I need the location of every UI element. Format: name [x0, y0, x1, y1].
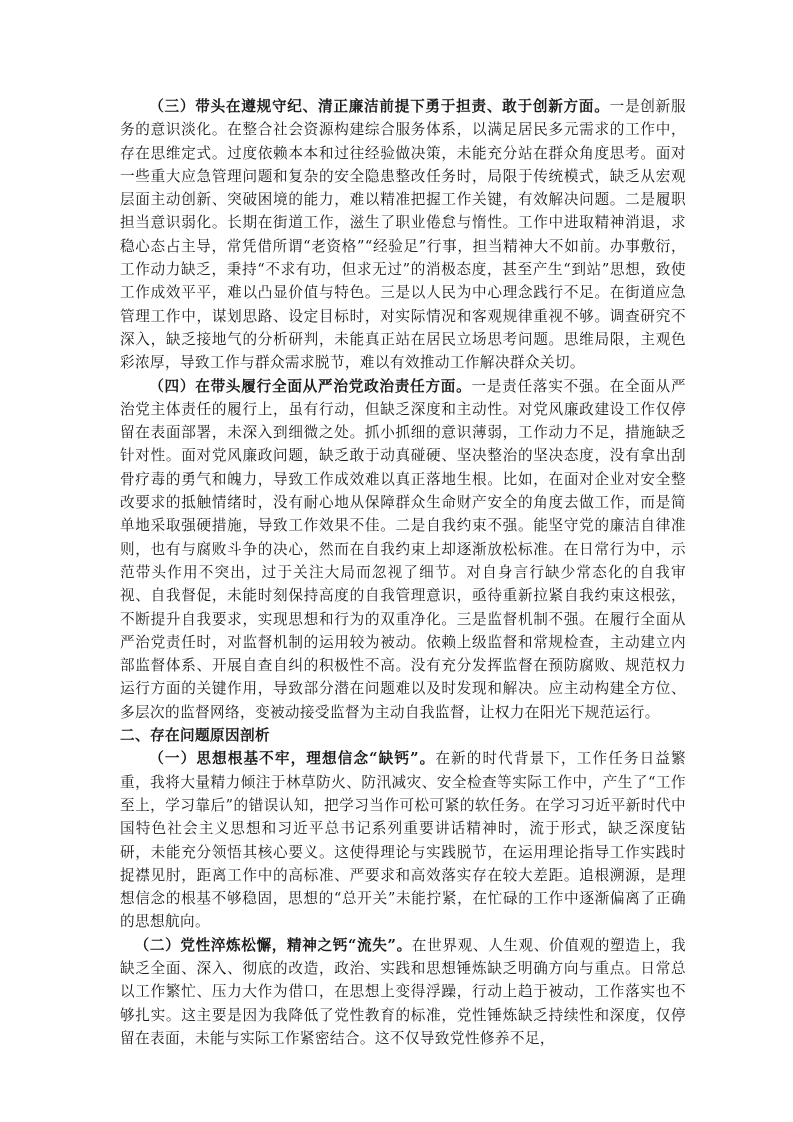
section-heading: 二、存在问题原因剖析 [120, 727, 270, 745]
paragraph-cause-two [120, 934, 686, 1050]
paragraph-lead: （一）思想根基不牢，理想信念“缺钙”。 [149, 750, 436, 768]
paragraph-body: 在新的时代背景下，工作任务日益繁重，我将大量精力倾注于林草防火、防汛减灾、安全检查等实际工作中，产生了“工作至上，学习靠后”的错误认知，把学习当作可松可紧的软任务。在学习习近平新时代中国特色社会主义思想和习近平总书记系列重要讲话精神时，流于形式，缺乏深度钻研，未能充分领悟其核心要义。这使得理论与实践脱节，在运用理论指导工作实践时捉襟见肘，距离工作中的高标准、严要求和高效落实存在较大差距。追根溯源，是理想信念的根基不够稳固，思想的“总开关”未能拧紧，在忙碌的工作中逐渐偏离了正确的思想航向。 [120, 750, 687, 931]
paragraph-lead: （二）党性淬炼松懈，精神之钙“流失”。 [134, 936, 412, 954]
paragraph-body: 在世界观、人生观、价值观的塑造上，我缺乏全面、深入、彻底的改造，政治、实践和思想锤炼缺乏明确方向与重点。日常总以工作繁忙、压力大作为借口，在思想上变得浮躁，行动上趋于被动，工作落实也不够扎实。这主要是因为我降低了党性教育的标准，党性锤炼缺乏持续性和深度，仅停留在表面，未能与实际工作紧密结合。这不仅导致党性修养不足， [120, 936, 686, 1047]
paragraph-lead: （四）在带头履行全面从严治党政治责任方面。 [149, 377, 472, 395]
paragraph-section-four [120, 375, 686, 724]
paragraph-lead: （三）带头在遵规守纪、清正廉洁前提下勇于担责、敢于创新方面。 [149, 98, 610, 115]
paragraph-section-three [120, 95, 686, 375]
paragraph-body: 一是责任落实不强。在全面从严治党主体责任的履行上，虽有行动，但缺乏深度和主动性。对党风廉政建设工作仅停留在表面部署，未深入到细微之处。抓小抓细的意识薄弱，工作动力不足，措施缺乏针对性。面对党风廉政问题，缺乏敢于动真碰硬、坚决整治的坚决态度，没有拿出刮骨疗毒的勇气和魄力，导致工作成效难以真正落地生根。比如，在面对企业对安全整改要求的抵触情绪时，没有耐心地从保障群众生命财产安全的角度去做工作，而是简单地采取强硬措施，导致工作效果不佳。二是自我约束不强。能坚守党的廉洁自律准则，也有与腐败斗争的决心，然而在自我约束上却逐渐放松标准。在日常行为中，示范带头作用不突出，过于关注大局而忽视了细节。对自身言行缺少常态化的自我审视、自我督促，未能时刻保持高度的自我管理意识，亟待重新拉紧自我约束这根弦，不断提升自我要求，实现思想和行为的双重净化。三是监督机制不强。在履行全面从严治党责任时，对监督机制的运用较为被动。依赖上级监督和常规检查，主动建立内部监督体系、开展自查自纠的积极性不高。没有充分发挥监督在预防腐败、规范权力运行方面的关键作用，导致部分潜在问题难以及时发现和解决。应主动构建全方位、多层次的监督网络，变被动接受监督为主动自我监督，让权力在阳光下规范运行。 [120, 377, 686, 721]
paragraph-body: 一是创新服务的意识淡化。在整合社会资源构建综合服务体系，以满足居民多元需求的工作中，存在思维定式。过度依赖本本和过往经验做决策，未能充分站在群众角度思考。面对一些重大应急管理问题和复杂的安全隐患整改任务时，局限于传统模式，缺乏从宏观层面主动创新、突破困境的能力，难以精准把握工作关键，有效解决问题。二是履职担当意识弱化。长期在街道工作，滋生了职业倦怠与惰性。工作中进取精神消退，求稳心态占主导，常凭借所谓“老资格”“经验足”行事，担当精神大不如前。办事敷衍，工作动力缺乏，秉持“不求有功，但求无过”的消极态度，甚至产生“到站”思想，致使工作成效平平，难以凸显价值与特色。三是以人民为中心理念践行不足。在街道应急管理工作中，谋划思路、设定目标时，对实际情况和客观规律重视不够。调查研究不深入，缺乏接地气的分析研判，未能真正站在居民立场思考问题。思维局限，主观色彩浓厚，导致工作与群众需求脱节，难以有效推动工作解决群众关切。 [120, 98, 686, 372]
paragraph-cause-one [120, 747, 686, 933]
document-page [120, 95, 686, 1050]
